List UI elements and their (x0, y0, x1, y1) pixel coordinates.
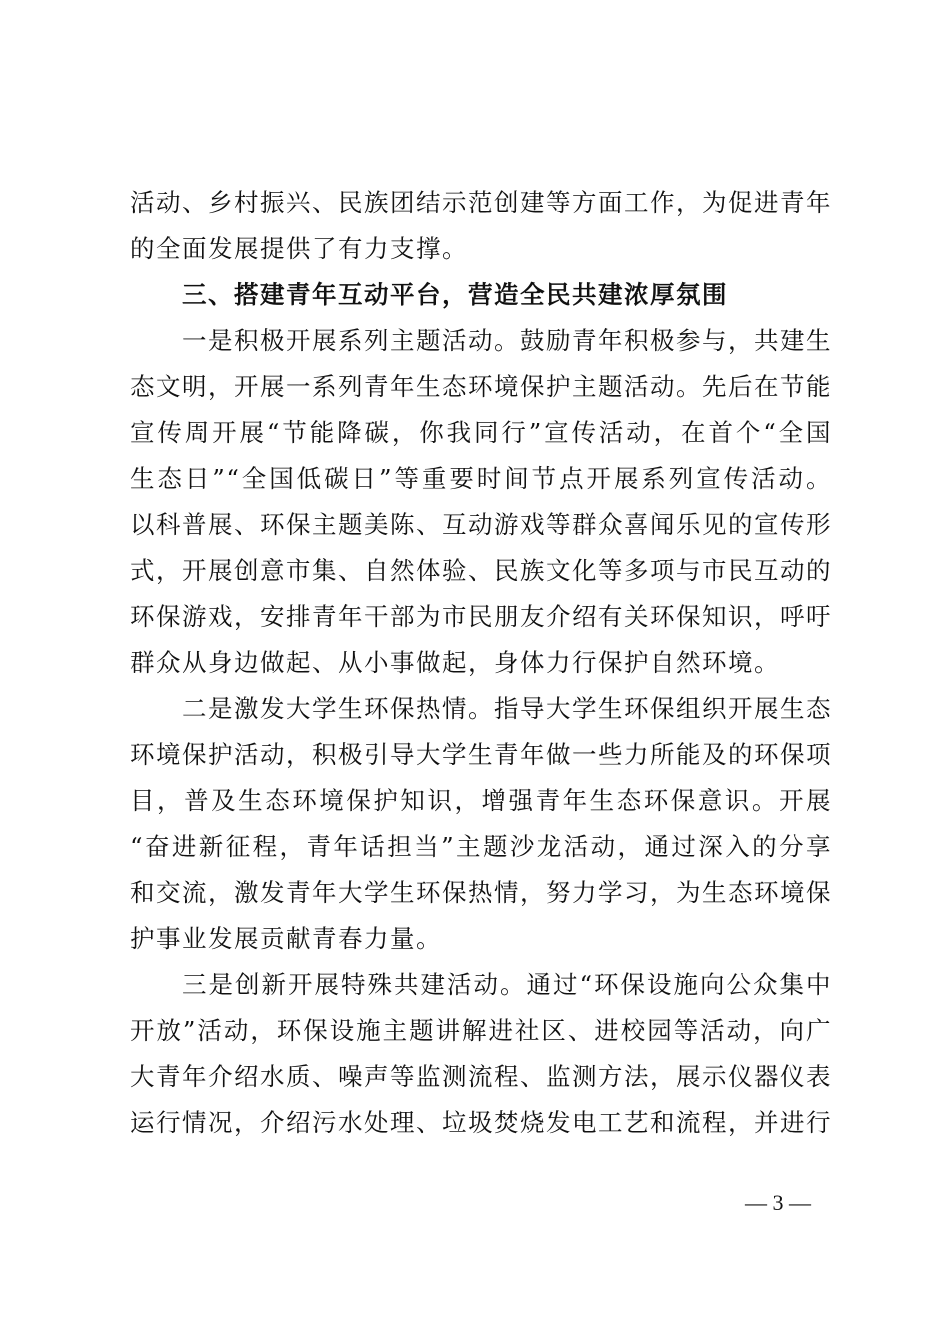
paragraph-line: 二是激发大学生环保热情。指导大学生环保组织开展生态 (182, 694, 832, 723)
paragraph-line: 一是积极开展系列主题活动。鼓励青年积极参与，共建生 (182, 326, 832, 355)
document-body (130, 180, 832, 1146)
paragraph-line: “奋进新征程，青年话担当”主题沙龙活动，通过深入的分享 (130, 832, 832, 861)
paragraph-line: 以科普展、环保主题美陈、互动游戏等群众喜闻乐见的宣传形 (130, 510, 832, 539)
paragraph-line: 态文明，开展一系列青年生态环境保护主题活动。先后在节能 (130, 372, 832, 401)
paragraph-line: 运行情况，介绍污水处理、垃圾焚烧发电工艺和流程，并进行 (130, 1108, 832, 1137)
paragraph-line: 环境保护活动，积极引导大学生青年做一些力所能及的环保项 (130, 740, 832, 769)
paragraph-line: 目，普及生态环境保护知识，增强青年生态环保意识。开展 (130, 786, 832, 815)
paragraph-line: 三是创新开展特殊共建活动。通过“环保设施向公众集中 (182, 970, 832, 999)
paragraph-line: 生态日”“全国低碳日”等重要时间节点开展系列宣传活动。 (130, 464, 832, 493)
paragraph-line: 群众从身边做起、从小事做起，身体力行保护自然环境。 (130, 648, 780, 677)
paragraph-line: 宣传周开展“节能降碳，你我同行”宣传活动，在首个“全国 (130, 418, 832, 447)
paragraph-line: 式，开展创意市集、自然体验、民族文化等多项与市民互动的 (130, 556, 832, 585)
paragraph-line: 的全面发展提供了有力支撑。 (130, 234, 468, 263)
section-heading: 三、搭建青年互动平台，营造全民共建浓厚氛围 (182, 280, 728, 309)
paragraph-line: 和交流，激发青年大学生环保热情，努力学习，为生态环境保 (130, 878, 832, 907)
page-number: — 3 — (745, 1190, 811, 1215)
paragraph-line: 大青年介绍水质、噪声等监测流程、监测方法，展示仪器仪表 (130, 1062, 832, 1091)
paragraph-line: 活动、乡村振兴、民族团结示范创建等方面工作，为促进青年 (130, 188, 832, 217)
paragraph-line: 开放”活动，环保设施主题讲解进社区、进校园等活动，向广 (130, 1016, 832, 1045)
paragraph-line: 环保游戏，安排青年干部为市民朋友介绍有关环保知识，呼吁 (130, 602, 832, 631)
paragraph-line: 护事业发展贡献青春力量。 (130, 924, 442, 953)
